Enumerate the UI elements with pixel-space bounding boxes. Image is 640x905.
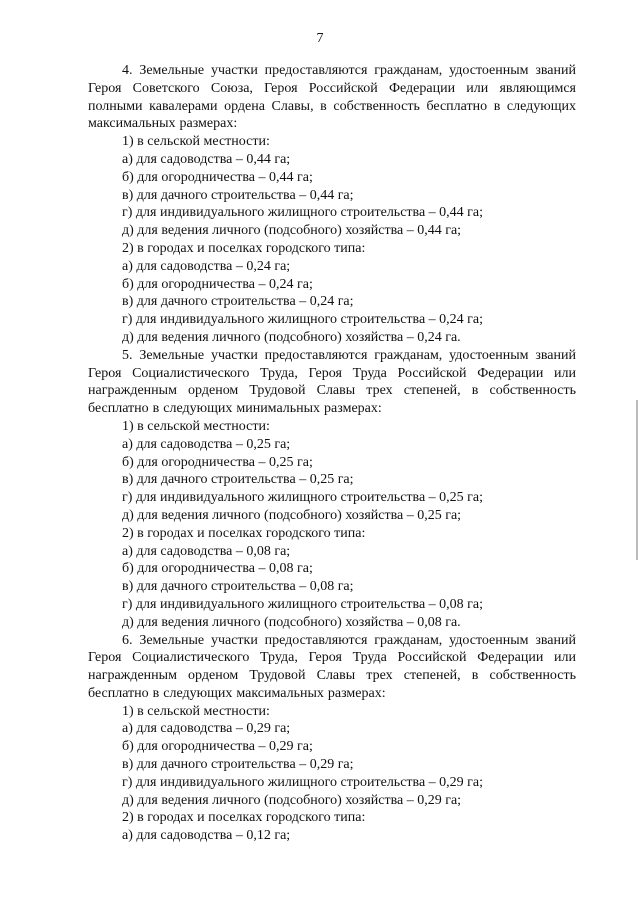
- list-item: д) для ведения личного (подсобного) хозяйства – 0,29 га;: [122, 792, 462, 808]
- list-item: а) для садоводства – 0,24 га;: [122, 258, 291, 274]
- list-item: г) для индивидуального жилищного строительства – 0,29 га;: [122, 774, 484, 790]
- list-item: 2) в городах и поселках городского типа:: [122, 240, 366, 256]
- scan-edge-mark: [636, 400, 638, 560]
- section-6: [88, 632, 576, 846]
- section-4: [88, 62, 576, 347]
- list-item: б) для огородничества – 0,24 га;: [122, 276, 313, 292]
- document-body: [88, 62, 576, 845]
- list-item: д) для ведения личного (подсобного) хозяйства – 0,44 га;: [122, 223, 462, 239]
- list-item: г) для индивидуального жилищного строительства – 0,24 га;: [122, 312, 484, 328]
- section-5: [88, 347, 576, 632]
- list-item: 1) в сельской местности:: [122, 134, 270, 150]
- list-item: г) для индивидуального жилищного строительства – 0,25 га;: [122, 490, 484, 506]
- list-item: а) для садоводства – 0,08 га;: [122, 543, 291, 559]
- section-4-intro: 4. Земельные участки предоставляются гражданам, удостоенным званий Героя Советского Союза, Героя Российской Федерации или являющимся полными кавалерами ордена Славы, в собственность бесплатно в следующих максимальных размерах:: [88, 63, 576, 132]
- page-number: 7: [316, 31, 324, 46]
- list-item: в) для дачного строительства – 0,44 га;: [122, 187, 354, 203]
- list-item: б) для огородничества – 0,08 га;: [122, 561, 313, 577]
- list-item: в) для дачного строительства – 0,25 га;: [122, 472, 354, 488]
- list-item: в) для дачного строительства – 0,29 га;: [122, 757, 354, 773]
- list-item: 1) в сельской местности:: [122, 703, 270, 719]
- list-item: 2) в городах и поселках городского типа:: [122, 525, 366, 541]
- list-item: г) для индивидуального жилищного строительства – 0,08 га;: [122, 596, 484, 612]
- list-item: б) для огородничества – 0,29 га;: [122, 739, 313, 755]
- list-item: а) для садоводства – 0,29 га;: [122, 721, 291, 737]
- list-item: б) для огородничества – 0,25 га;: [122, 454, 313, 470]
- list-item: 2) в городах и поселках городского типа:: [122, 810, 366, 826]
- list-item: б) для огородничества – 0,44 га;: [122, 169, 313, 185]
- list-item: д) для ведения личного (подсобного) хозяйства – 0,24 га.: [122, 329, 461, 345]
- list-item: а) для садоводства – 0,44 га;: [122, 151, 291, 167]
- list-item: в) для дачного строительства – 0,24 га;: [122, 294, 354, 310]
- list-item: д) для ведения личного (подсобного) хозяйства – 0,25 га;: [122, 507, 462, 523]
- section-5-intro: 5. Земельные участки предоставляются гражданам, удостоенным званий Героя Социалистического Труда, Героя Труда Российской Федерации или награжденным орденом Трудовой Славы трех степеней, в собственность бесплатно в следующих минимальных размерах:: [88, 347, 576, 417]
- list-item: 1) в сельской местности:: [122, 418, 270, 434]
- list-item: д) для ведения личного (подсобного) хозяйства – 0,08 га.: [122, 614, 461, 630]
- list-item: г) для индивидуального жилищного строительства – 0,44 га;: [122, 205, 484, 221]
- list-item: а) для садоводства – 0,25 га;: [122, 436, 291, 452]
- list-item: а) для садоводства – 0,12 га;: [122, 828, 291, 844]
- list-item: в) для дачного строительства – 0,08 га;: [122, 579, 354, 595]
- section-6-intro: 6. Земельные участки предоставляются гражданам, удостоенным званий Героя Социалистического Труда, Героя Труда Российской Федерации или награжденным орденом Трудовой Славы трех степеней, в собственность бесплатно в следующих максимальных размерах:: [88, 632, 576, 701]
